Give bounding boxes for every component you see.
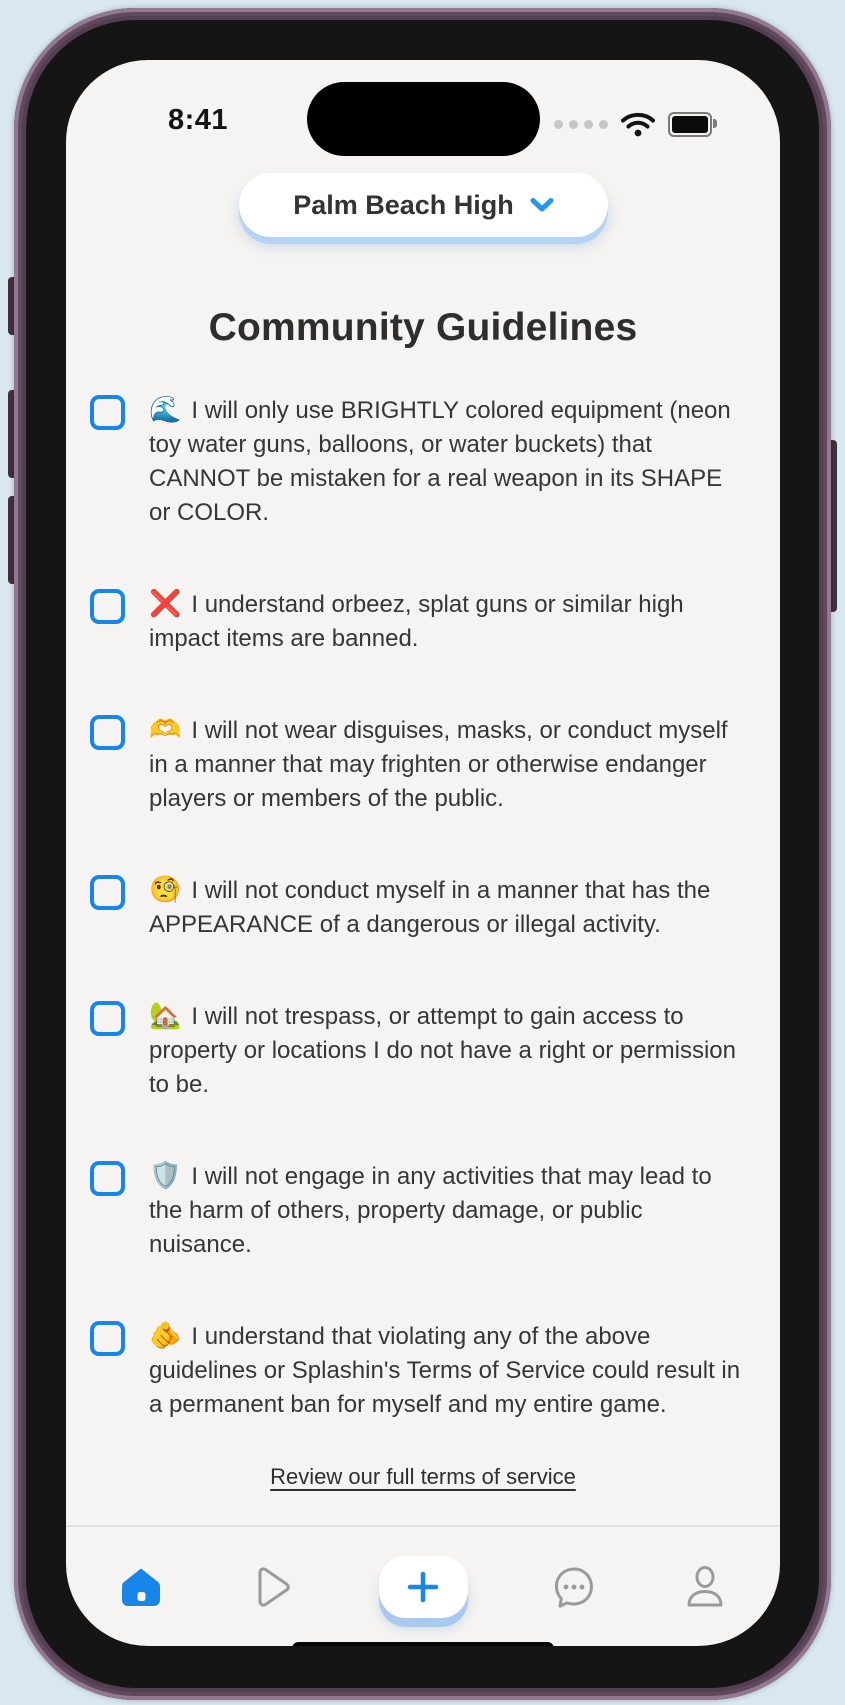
guideline-text: 🫵 I understand that violating any of the above guidelines or Splashin's Terms of Service could result in a permanent ban for myself and my entire game. [149,1320,741,1418]
shield-emoji: 🛡️ [149,1160,182,1190]
phone-frame [14,8,831,1700]
person-icon [683,1564,727,1610]
tab-profile[interactable] [674,1542,736,1632]
guideline-item [90,1318,770,1422]
plus-icon [406,1570,440,1604]
guideline-checkbox[interactable] [90,589,125,624]
guideline-checkbox[interactable] [90,875,125,910]
team-selector-button[interactable] [239,173,608,237]
guideline-text: 🛡️ I will not engage in any activities that may lead to the harm of others, property damage, or public nuisance. [149,1160,712,1258]
guideline-item [90,872,770,942]
guideline-text: 🌊 I will only use BRIGHTLY colored equipment (neon toy water guns, balloons, or water buckets) that CANNOT be mistaken for a real weapon in its SHAPE or COLOR. [149,394,731,526]
pointing-at-viewer-emoji: 🫵 [149,1320,182,1350]
tab-add[interactable] [373,1542,473,1632]
play-icon [252,1564,294,1610]
guideline-item [90,392,770,530]
house-garden-emoji: 🏡 [149,1000,182,1030]
add-button-pill [379,1556,468,1618]
terms-link-wrap [66,1464,780,1490]
guideline-item [90,586,770,656]
terms-of-service-link[interactable]: Review our full terms of service [270,1464,576,1489]
tab-bar [66,1527,780,1646]
home-indicator[interactable] [292,1642,554,1646]
tab-chat[interactable] [543,1542,605,1632]
team-name: Palm Beach High [293,189,514,220]
chat-bubble-icon [551,1564,597,1610]
guideline-text: 🏡 I will not trespass, or attempt to gain access to property or locations I do not have a right or permission to be. [149,1000,736,1098]
guideline-item [90,998,770,1102]
tab-play[interactable] [242,1542,304,1632]
tab-home[interactable] [110,1542,172,1632]
guideline-text: ❌ I understand orbeez, splat guns or similar high impact items are banned. [149,588,684,652]
guideline-checkbox[interactable] [90,1001,125,1036]
status-icons [554,112,712,137]
cross-mark-emoji: ❌ [149,588,182,618]
chevron-down-icon [530,197,554,213]
monocle-face-emoji: 🧐 [149,874,182,904]
guideline-checkbox[interactable] [90,1161,125,1196]
phone-bezel [26,20,819,1688]
wave-emoji: 🌊 [149,394,182,424]
guideline-checkbox[interactable] [90,715,125,750]
guideline-item [90,1158,770,1262]
status-time: 8:41 [168,104,229,136]
guideline-text: 🧐 I will not conduct myself in a manner that has the APPEARANCE of a dangerous or illegal activity. [149,874,711,938]
page-title: Community Guidelines [208,306,638,349]
guideline-text: 🫶 I will not wear disguises, masks, or conduct myself in a manner that may frighten or otherwise endanger players or members of the public. [149,714,728,812]
wifi-icon [621,112,655,137]
heart-hands-emoji: 🫶 [149,714,182,744]
guideline-item [90,712,770,816]
home-icon [118,1564,164,1610]
guideline-checkbox[interactable] [90,395,125,430]
app-screen [66,60,780,1646]
battery-icon [668,112,712,137]
cellular-dots-icon [554,120,608,129]
guidelines-list [90,392,770,1478]
dynamic-island [307,82,540,156]
guideline-checkbox[interactable] [90,1321,125,1356]
